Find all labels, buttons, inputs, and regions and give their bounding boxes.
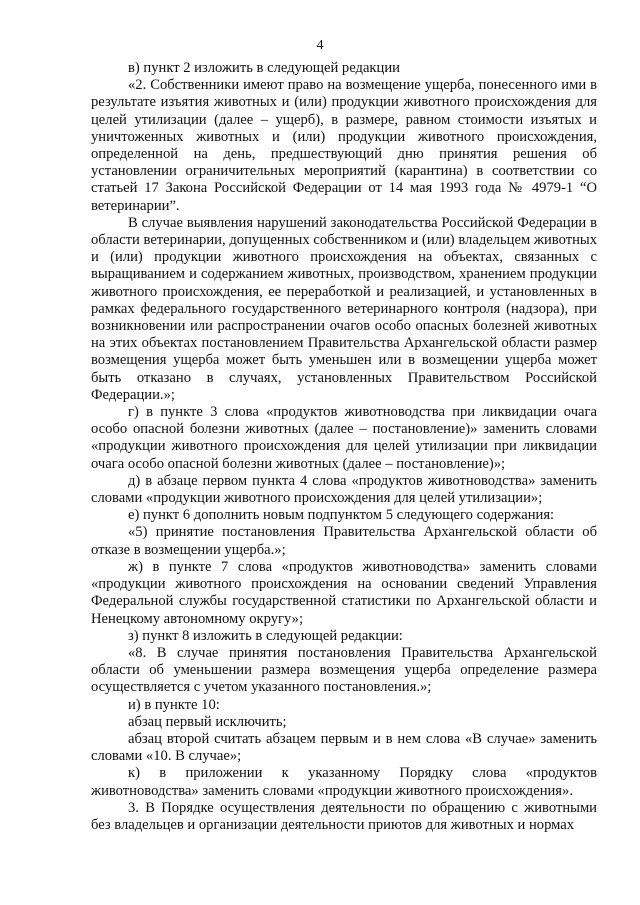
paragraph: 3. В Порядке осуществления деятельности по обращению с животными без владельцев и организации деятельности приютов для животных и нормах [91, 799, 597, 833]
paragraph: и) в пункте 10: [128, 696, 220, 713]
paragraph: к) в приложении к указанному Порядку слова «продуктов животноводства» заменить словами «продукции животного происхождения». [91, 765, 597, 799]
paragraph: з) пункт 8 изложить в следующей редакции: [128, 627, 403, 644]
document-body [91, 60, 597, 834]
paragraph: д) в абзаце первом пункта 4 слова «продуктов животноводства» заменить словами «продукции животного происхождения для целей утилизации»; [91, 472, 597, 507]
paragraph: абзац второй считать абзацем первым и в нем слова «В случае» заменить словами «10. В случае»; [91, 730, 597, 765]
page-number: 4 [316, 38, 324, 53]
paragraph: ж) в пункте 7 слова «продуктов животноводства» заменить словами «продукции животного происхождения на основании сведений Управления Федеральной службы государственной статистики по Архангельской области и Ненецкому автономному округу»; [91, 558, 597, 627]
paragraph: в) пункт 2 изложить в следующей редакции [128, 60, 400, 76]
paragraph: В случае выявления нарушений законодательства Российской Федерации в области ветеринарии, допущенных собственником и (или) владельцем животных и (или) продукции животного происхождения на объектах, связанных с выращиванием и содержанием животных, производством, хранением продукции животного происхождения, ее переработкой и реализацией, и установленных в рамках федерального государственного ветеринарного контроля (надзора), при возникновении или распространении очагов особо опасных болезней животных на этих объектах постановлением Правительства Архангельской области размер возмещения ущерба может быть уменьшен или в возмещении ущерба может быть отказано в случаях, установленных Правительством Российской Федерации.»; [91, 214, 597, 403]
paragraph: абзац первый исключить; [128, 713, 287, 730]
paragraph: «8. В случае принятия постановления Правительства Архангельской области об уменьшении размера возмещения ущерба определение размера осуществляется с учетом указанного постановления.»; [91, 644, 597, 696]
paragraph: «2. Собственники имеют право на возмещение ущерба, понесенного ими в результате изъятия животных и (или) продукции животного происхождения для целей утилизации (далее – ущерб), в размере, равном стоимости изъятых и уничтоженных животных и (или) продукции животного происхождения, определенной на день, предшествующий дню принятия решения об установлении ограничительных мероприятий (карантина) в соответствии со статьей 17 Закона Российской Федерации от 14 мая 1993 года № 4979-1 “О ветеринарии”. [91, 77, 597, 214]
paragraph: г) в пункте 3 слова «продуктов животноводства при ликвидации очага особо опасной болезни животных (далее – постановление)» заменить словами «продукции животного происхождения для целей утилизации при ликвидации очага особо опасной болезни животных (далее – постановление)»; [91, 404, 597, 472]
paragraph: е) пункт 6 дополнить новым подпунктом 5 следующего содержания: [128, 507, 555, 524]
paragraph: «5) принятие постановления Правительства Архангельской области об отказе в возмещении ущерба.»; [91, 524, 597, 558]
